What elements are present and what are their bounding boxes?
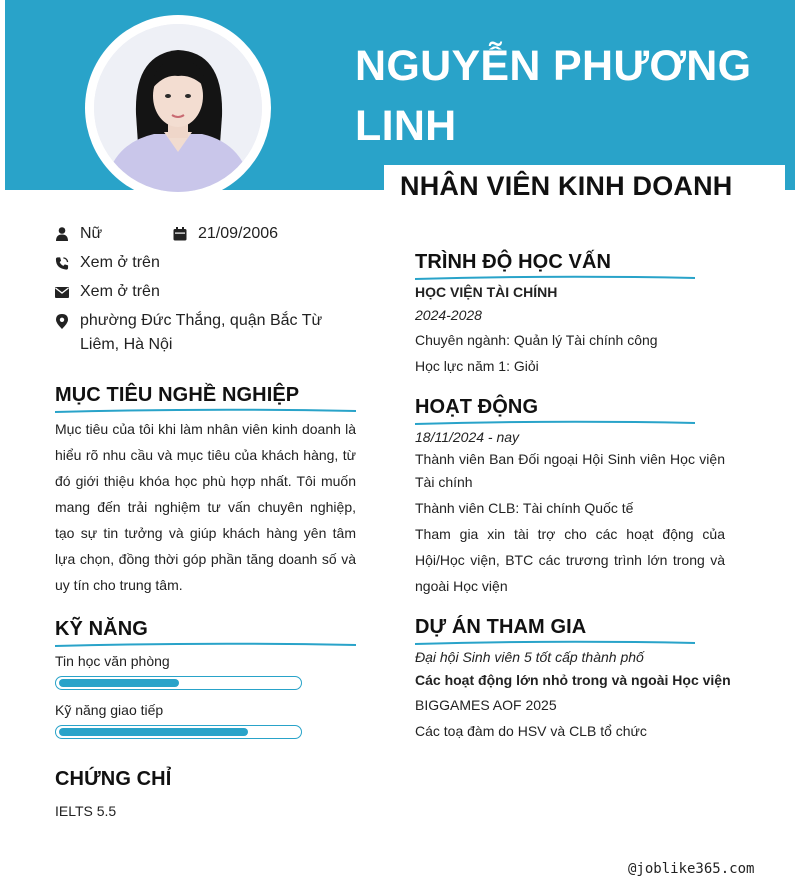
education-grade: Học lực năm 1: Giỏi [415,358,539,374]
project-award: Đại hội Sinh viên 5 tốt cấp thành phố [415,649,644,665]
skill-bar-communication [55,725,302,739]
skills-underline [55,642,356,648]
email-row [55,280,160,304]
address-value [80,309,322,357]
birthdate-row [173,222,278,246]
email-value: Xem ở trên [80,283,160,300]
location-pin-icon [55,309,69,333]
activities-title: HOẠT ĐỘNG [415,396,539,418]
address-row [55,309,325,357]
name-line-2: LINH [355,102,457,150]
phone-value: Xem ở trên [80,254,160,271]
mail-icon [55,280,69,304]
address-line-1: phường Đức Thắng, quận Bắc Từ [80,312,323,329]
objective-underline [55,408,356,414]
certificates-title: CHỨNG CHỈ [55,768,172,790]
project-subtitle: Các hoạt động lớn nhỏ trong và ngoài Học viện [415,672,731,688]
education-underline [415,275,695,281]
user-icon [55,222,69,246]
activities-underline [415,420,695,426]
projects-title: DỰ ÁN THAM GIA [415,616,587,638]
skill-fill [59,679,179,687]
address-line-2: Liêm, Hà Nội [80,336,173,353]
gender-row [55,222,102,246]
education-period: 2024-2028 [415,307,482,323]
education-school: HỌC VIỆN TÀI CHÍNH [415,284,558,300]
avatar [94,24,262,192]
skills-title: KỸ NĂNG [55,618,148,640]
gender-value: Nữ [80,225,103,242]
skill-bar-office [55,676,302,690]
footer-handle: @joblike365.com [628,861,755,877]
project-item: BIGGAMES AOF 2025 [415,697,557,713]
calendar-icon [173,222,187,246]
activity-item: Thành viên CLB: Tài chính Quốc tế [415,500,634,516]
project-item: Các toạ đàm do HSV và CLB tổ chức [415,723,647,739]
skill-fill [59,728,248,736]
activities-period: 18/11/2024 - nay [415,429,520,445]
education-title: TRÌNH ĐỘ HỌC VẤN [415,251,612,273]
objective-text: Mục tiêu của tôi khi làm nhân viên kinh doanh là hiểu rõ nhu cầu và mục tiêu của khách hàng, từ đó giới thiệu khóa học phù hợp nhất. Tôi muốn mang đến trải nghiệm tư vấn chuyên nghiệp, tạo sự tin tưởng và giúp khách hàng yên tâm lựa chọn, đồng thời góp phần tăng doanh số và uy tín cho trung tâm. [55,421,356,593]
education-major: Chuyên ngành: Quản lý Tài chính công [415,332,658,348]
candidate-name [355,36,775,156]
certificate-item: IELTS 5.5 [55,803,117,819]
phone-row [55,251,160,275]
job-title: NHÂN VIÊN KINH DOANH [400,171,733,201]
skill-label-communication: Kỹ năng giao tiếp [55,702,164,718]
birthdate-value: 21/09/2006 [198,225,279,242]
phone-icon [55,251,69,275]
objective-title: MỤC TIÊU NGHỀ NGHIỆP [55,384,300,406]
activity-item: Tham gia xin tài trợ cho các hoạt động của Hội/Học viện, BTC các trương trình lớn trong và ngoài Học viện [415,526,725,594]
skill-label-office: Tin học văn phòng [55,653,170,669]
activity-item: Thành viên Ban Đối ngoại Hội Sinh viên Học viện Tài chính [415,451,725,490]
name-line-1: NGUYỄN PHƯƠNG [355,42,752,90]
projects-underline [415,640,695,646]
